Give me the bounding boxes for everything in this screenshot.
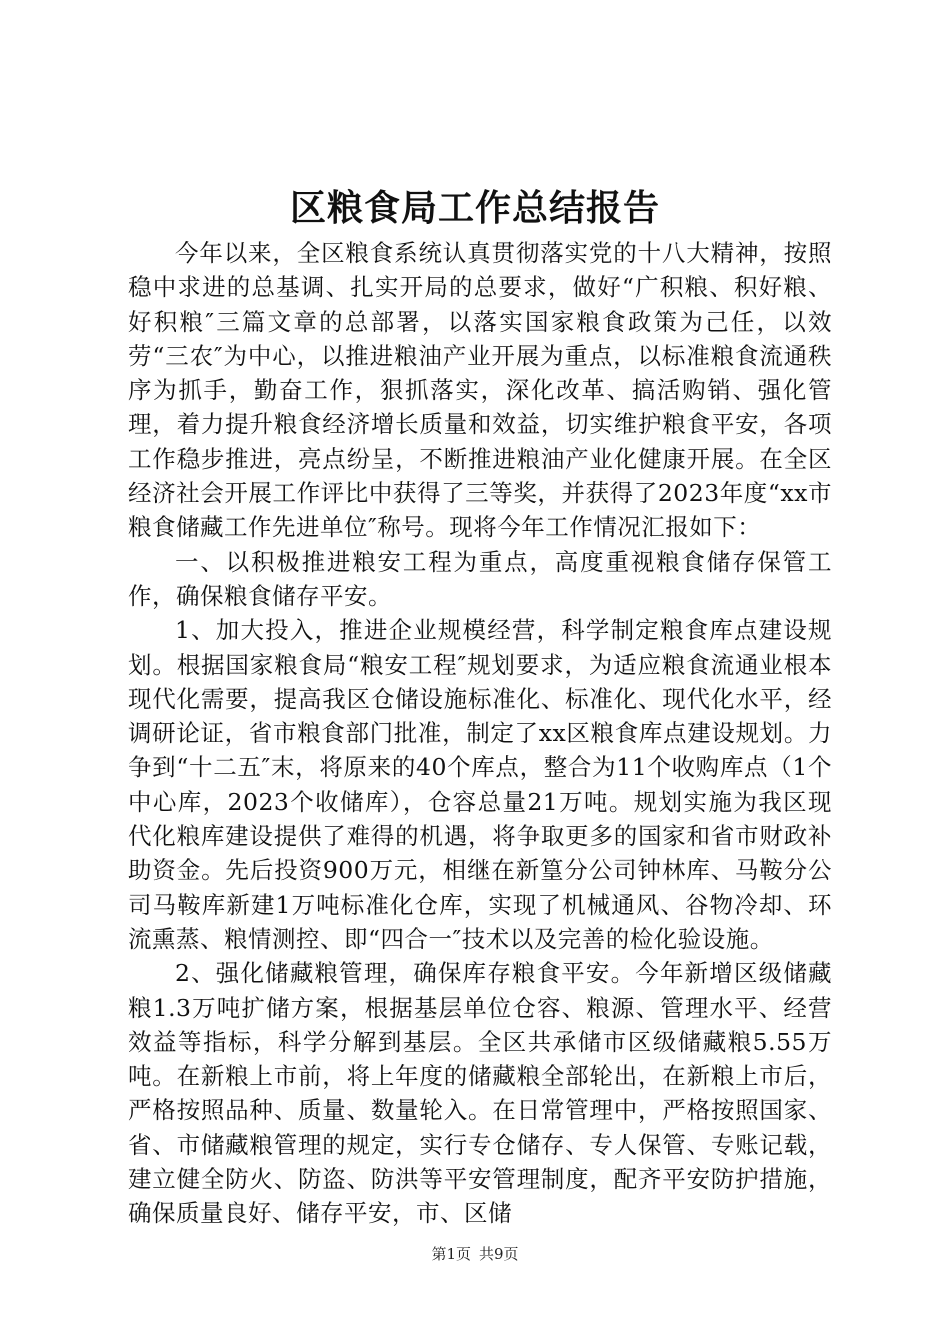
- document-title: 区粮食局工作总结报告: [289, 187, 660, 229]
- page-number-total: 共9页: [479, 1245, 519, 1263]
- document-body: [128, 236, 832, 1231]
- page-footer: [0, 1242, 950, 1266]
- paragraph-section-one-heading: 一、以积极推进粮安工程为重点，高度重视粮食储存保管工作，确保粮食储存平安。: [128, 547, 832, 610]
- page-number-current: 第1页: [431, 1245, 471, 1263]
- paragraph-intro: 今年以来，全区粮食系统认真贯彻落实党的十八大精神，按照稳中求进的总基调、扎实开局的总要求，做好“广积粮、积好粮、好积粮″三篇文章的总部署，以落实国家粮食政策为己任，以效劳“三农″为中心，以推进粮油产业开展为重点，以标准粮食流通秩序为抓手，勤奋工作，狠抓落实，深化改革、搞活购销、强化管理，着力提升粮食经济增长质量和效益，切实维护粮食平安，各项工作稳步推进，亮点纷呈，不断推进粮油产业化健康开展。在全区经济社会开展工作评比中获得了三等奖，并获得了2023年度“xx市粮食储藏工作先进单位″称号。现将今年工作情况汇报如下：: [128, 239, 832, 542]
- paragraph-item-two: 2、强化储藏粮管理，确保库存粮食平安。今年新增区级储藏粮1.3万吨扩储方案，根据基层单位仓容、粮源、管理水平、经营效益等指标，科学分解到基层。全区共承储市区级储藏粮5.55万吨。在新粮上市前，将上年度的储藏粮全部轮出，在新粮上市后，严格按照品种、质量、数量轮入。在日常管理中，严格按照国家、省、市储藏粮管理的规定，实行专仓储存、专人保管、专账记载，建立健全防火、防盗、防洪等平安管理制度，配齐平安防护措施，确保质量良好、储存平安，市、区储: [128, 959, 832, 1228]
- paragraph-item-one: 1、加大投入，推进企业规模经营，科学制定粮食库点建设规划。根据国家粮食局“粮安工程″规划要求，为适应粮食流通业根本现代化需要，提高我区仓储设施标准化、标准化、现代化水平，经调研论证，省市粮食部门批准，制定了xx区粮食库点建设规划。力争到“十二五″末，将原来的40个库点，整合为11个收购库点（1个中心库，2023个收储库），仓容总量21万吨。规划实施为我区现代化粮库建设提供了难得的机遇，将争取更多的国家和省市财政补助资金。先后投资900万元，相继在新篁分公司钟林库、马鞍分公司马鞍库新建1万吨标准化仓库，实现了机械通风、谷物冷却、环流熏蒸、粮情测控、即“四合一″技术以及完善的检化验设施。: [128, 616, 832, 953]
